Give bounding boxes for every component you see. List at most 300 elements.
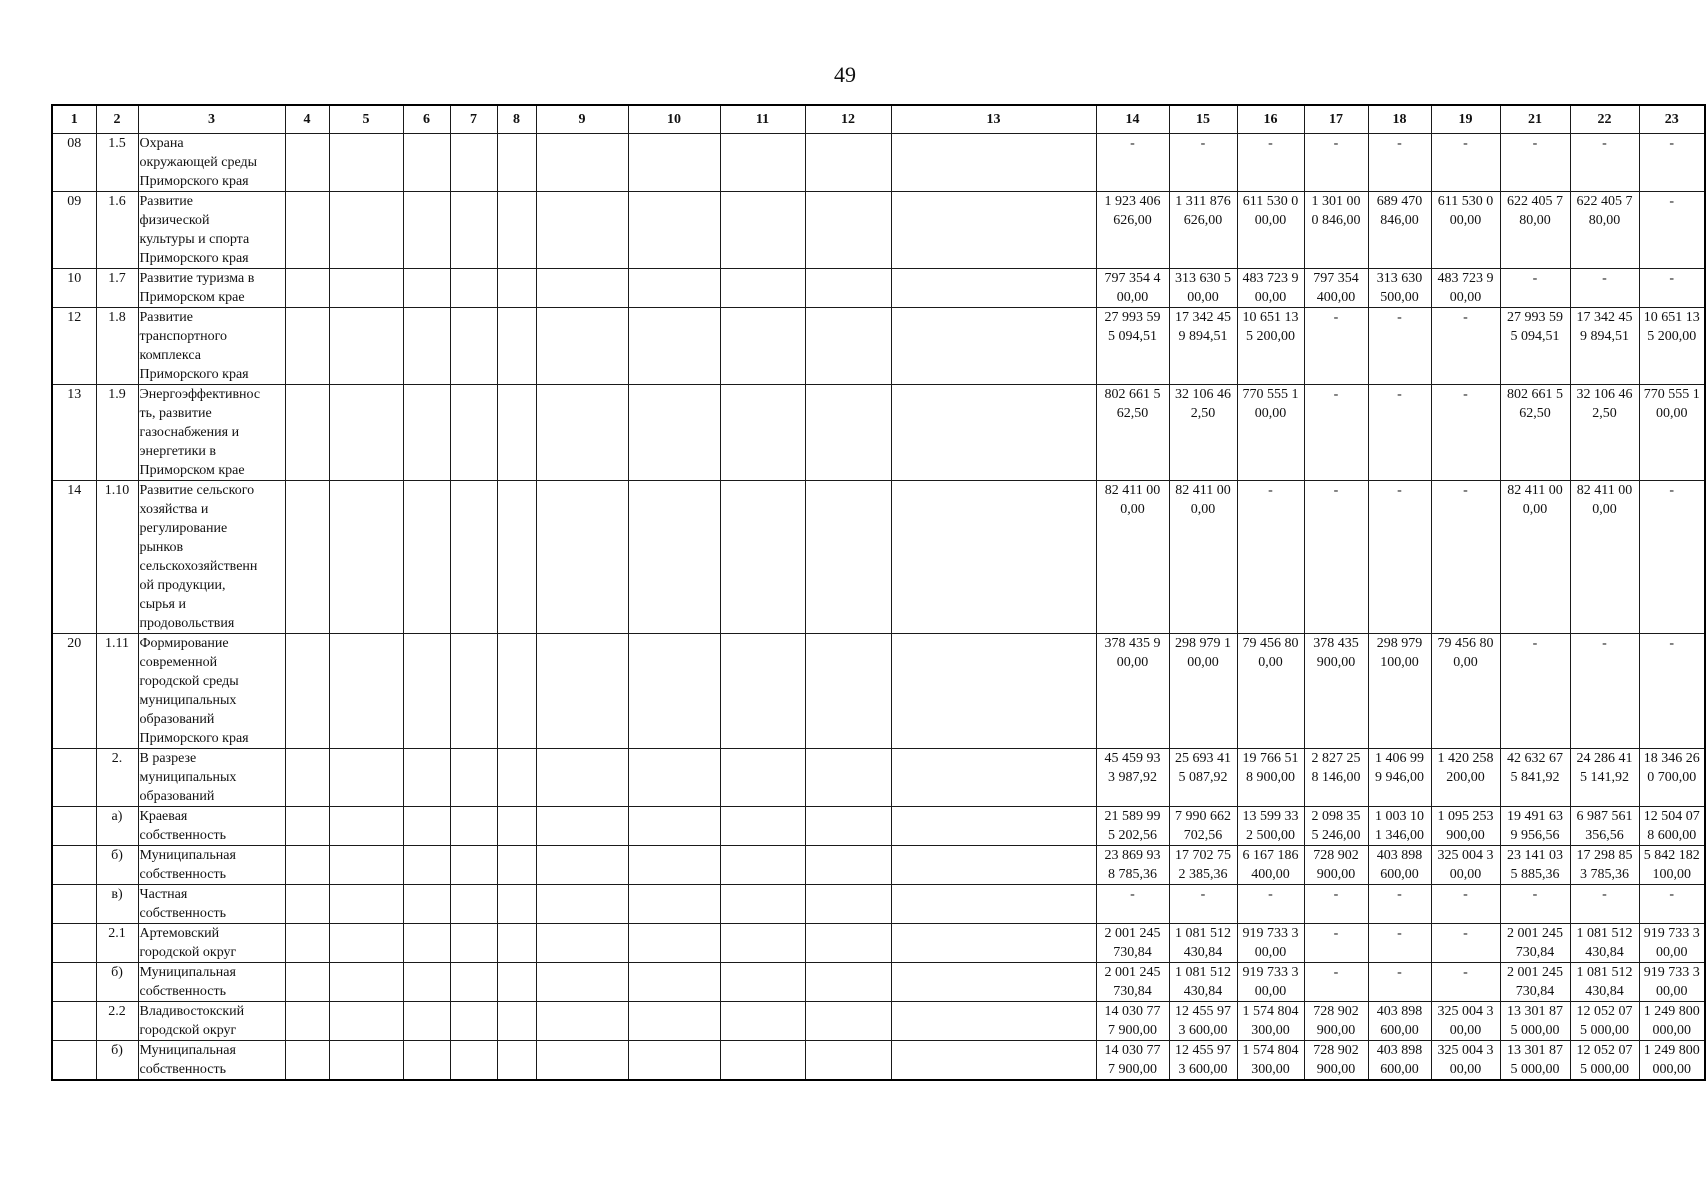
value-cell: 622 405 7 80,00: [1570, 192, 1639, 269]
value-cell: -: [1431, 385, 1500, 481]
empty-cell: [805, 634, 891, 749]
value-cell: -: [1570, 885, 1639, 924]
value-cell: 17 342 45 9 894,51: [1169, 308, 1237, 385]
empty-cell: [805, 1041, 891, 1081]
empty-cell: [329, 1041, 403, 1081]
value-cell: -: [1431, 134, 1500, 192]
empty-cell: [403, 192, 450, 269]
column-header: 13: [891, 105, 1096, 134]
value-cell: 1 095 253 900,00: [1431, 807, 1500, 846]
empty-cell: [536, 924, 628, 963]
page-number: 49: [834, 62, 856, 87]
empty-cell: [805, 749, 891, 807]
value-cell: 6 167 186 400,00: [1237, 846, 1304, 885]
value-cell: 17 702 75 2 385,36: [1169, 846, 1237, 885]
table-row: [52, 1041, 1705, 1081]
row-index-cell: 10: [52, 269, 96, 308]
empty-cell: [536, 885, 628, 924]
empty-cell: [891, 192, 1096, 269]
empty-cell: [403, 924, 450, 963]
value-cell: 27 993 59 5 094,51: [1096, 308, 1169, 385]
empty-cell: [285, 634, 329, 749]
value-cell: 24 286 41 5 141,92: [1570, 749, 1639, 807]
row-name-cell: Развитие транспортного комплекса Приморского края: [138, 308, 285, 385]
value-cell: 14 030 77 7 900,00: [1096, 1002, 1169, 1041]
row-index-cell: 09: [52, 192, 96, 269]
row-index-cell: [52, 1002, 96, 1041]
value-cell: 1 420 258 200,00: [1431, 749, 1500, 807]
empty-cell: [403, 1002, 450, 1041]
value-cell: 1 301 00 0 846,00: [1304, 192, 1368, 269]
value-cell: 313 630 5 00,00: [1169, 269, 1237, 308]
row-index-cell: [52, 924, 96, 963]
empty-cell: [403, 749, 450, 807]
row-name-cell: Муниципальная собственность: [138, 963, 285, 1002]
value-cell: 919 733 3 00,00: [1639, 924, 1705, 963]
column-header: 6: [403, 105, 450, 134]
empty-cell: [891, 846, 1096, 885]
empty-cell: [536, 963, 628, 1002]
empty-cell: [720, 481, 805, 634]
empty-cell: [285, 385, 329, 481]
table-row: [52, 1002, 1705, 1041]
value-cell: 23 141 03 5 885,36: [1500, 846, 1570, 885]
column-header: 4: [285, 105, 329, 134]
row-name-cell: Муниципальная собственность: [138, 846, 285, 885]
empty-cell: [329, 963, 403, 1002]
value-cell: 14 030 77 7 900,00: [1096, 1041, 1169, 1081]
empty-cell: [285, 134, 329, 192]
value-cell: -: [1500, 269, 1570, 308]
empty-cell: [450, 846, 497, 885]
table-row: [52, 269, 1705, 308]
empty-cell: [805, 1002, 891, 1041]
empty-cell: [805, 963, 891, 1002]
empty-cell: [329, 269, 403, 308]
empty-cell: [450, 134, 497, 192]
empty-cell: [720, 269, 805, 308]
table-row: [52, 749, 1705, 807]
value-cell: 622 405 7 80,00: [1500, 192, 1570, 269]
row-name-cell: Артемовский городской округ: [138, 924, 285, 963]
empty-cell: [497, 192, 536, 269]
value-cell: 82 411 00 0,00: [1096, 481, 1169, 634]
row-name-cell: Формирование современной городской среды муниципальных образований Приморского края: [138, 634, 285, 749]
empty-cell: [628, 308, 720, 385]
row-index-cell: 13: [52, 385, 96, 481]
value-cell: -: [1500, 134, 1570, 192]
empty-cell: [285, 1041, 329, 1081]
empty-cell: [628, 1041, 720, 1081]
empty-cell: [536, 1041, 628, 1081]
empty-cell: [403, 885, 450, 924]
value-cell: -: [1237, 885, 1304, 924]
value-cell: -: [1431, 308, 1500, 385]
empty-cell: [329, 1002, 403, 1041]
value-cell: 2 001 245 730,84: [1096, 963, 1169, 1002]
value-cell: 82 411 00 0,00: [1500, 481, 1570, 634]
value-cell: 1 311 876 626,00: [1169, 192, 1237, 269]
column-header: 2: [96, 105, 138, 134]
empty-cell: [536, 192, 628, 269]
value-cell: 770 555 1 00,00: [1639, 385, 1705, 481]
value-cell: 1 081 512 430,84: [1570, 924, 1639, 963]
empty-cell: [805, 846, 891, 885]
table-row: [52, 885, 1705, 924]
value-cell: 728 902 900,00: [1304, 1041, 1368, 1081]
empty-cell: [403, 385, 450, 481]
empty-cell: [497, 634, 536, 749]
row-index-cell: [52, 807, 96, 846]
value-cell: -: [1500, 885, 1570, 924]
row-index-cell: [52, 963, 96, 1002]
row-name-cell: Охрана окружающей среды Приморского края: [138, 134, 285, 192]
row-code-cell: 1.10: [96, 481, 138, 634]
empty-cell: [329, 924, 403, 963]
empty-cell: [450, 749, 497, 807]
value-cell: 325 004 3 00,00: [1431, 1002, 1500, 1041]
value-cell: 10 651 13 5 200,00: [1237, 308, 1304, 385]
row-index-cell: 14: [52, 481, 96, 634]
value-cell: -: [1639, 269, 1705, 308]
empty-cell: [403, 634, 450, 749]
value-cell: -: [1368, 134, 1431, 192]
row-name-cell: Развитие физической культуры и спорта Приморского края: [138, 192, 285, 269]
empty-cell: [720, 134, 805, 192]
empty-cell: [891, 269, 1096, 308]
value-cell: -: [1500, 634, 1570, 749]
value-cell: 1 081 512 430,84: [1169, 963, 1237, 1002]
value-cell: 2 827 25 8 146,00: [1304, 749, 1368, 807]
empty-cell: [720, 308, 805, 385]
empty-cell: [805, 134, 891, 192]
value-cell: 802 661 5 62,50: [1500, 385, 1570, 481]
empty-cell: [720, 807, 805, 846]
empty-cell: [805, 885, 891, 924]
value-cell: -: [1639, 481, 1705, 634]
column-header: 7: [450, 105, 497, 134]
empty-cell: [720, 1002, 805, 1041]
row-name-cell: Муниципальная собственность: [138, 1041, 285, 1081]
empty-cell: [628, 481, 720, 634]
value-cell: 770 555 1 00,00: [1237, 385, 1304, 481]
empty-cell: [450, 481, 497, 634]
empty-cell: [497, 308, 536, 385]
table-row: [52, 308, 1705, 385]
empty-cell: [403, 807, 450, 846]
empty-cell: [536, 269, 628, 308]
value-cell: 79 456 80 0,00: [1431, 634, 1500, 749]
value-cell: 32 106 46 2,50: [1169, 385, 1237, 481]
row-code-cell: 1.11: [96, 634, 138, 749]
empty-cell: [628, 846, 720, 885]
table-row: [52, 385, 1705, 481]
row-index-cell: 12: [52, 308, 96, 385]
column-header: 15: [1169, 105, 1237, 134]
value-cell: -: [1639, 634, 1705, 749]
value-cell: 10 651 13 5 200,00: [1639, 308, 1705, 385]
row-code-cell: б): [96, 846, 138, 885]
value-cell: 45 459 93 3 987,92: [1096, 749, 1169, 807]
row-code-cell: 2.: [96, 749, 138, 807]
empty-cell: [891, 1002, 1096, 1041]
empty-cell: [329, 807, 403, 846]
empty-cell: [403, 846, 450, 885]
value-cell: 7 990 662 702,56: [1169, 807, 1237, 846]
column-header: 8: [497, 105, 536, 134]
column-header: 9: [536, 105, 628, 134]
data-table: [51, 104, 1706, 1081]
table-row: [52, 192, 1705, 269]
row-code-cell: 2.1: [96, 924, 138, 963]
row-code-cell: б): [96, 1041, 138, 1081]
empty-cell: [403, 308, 450, 385]
value-cell: 13 301 87 5 000,00: [1500, 1041, 1570, 1081]
empty-cell: [450, 885, 497, 924]
row-name-cell: Частная собственность: [138, 885, 285, 924]
row-index-cell: [52, 1041, 96, 1081]
value-cell: -: [1304, 885, 1368, 924]
value-cell: 611 530 0 00,00: [1431, 192, 1500, 269]
empty-cell: [497, 963, 536, 1002]
row-code-cell: а): [96, 807, 138, 846]
empty-cell: [628, 924, 720, 963]
value-cell: 689 470 846,00: [1368, 192, 1431, 269]
empty-cell: [628, 1002, 720, 1041]
value-cell: -: [1639, 134, 1705, 192]
value-cell: -: [1169, 134, 1237, 192]
value-cell: 2 001 245 730,84: [1096, 924, 1169, 963]
value-cell: 919 733 3 00,00: [1237, 963, 1304, 1002]
value-cell: -: [1570, 634, 1639, 749]
empty-cell: [891, 924, 1096, 963]
empty-cell: [450, 385, 497, 481]
row-name-cell: Развитие сельского хозяйства и регулирование рынков сельскохозяйственн ой продукции, сырья и продовольствия: [138, 481, 285, 634]
empty-cell: [497, 481, 536, 634]
value-cell: 1 574 804 300,00: [1237, 1002, 1304, 1041]
value-cell: 403 898 600,00: [1368, 1041, 1431, 1081]
empty-cell: [891, 885, 1096, 924]
value-cell: -: [1639, 192, 1705, 269]
empty-cell: [497, 134, 536, 192]
empty-cell: [403, 481, 450, 634]
empty-cell: [628, 634, 720, 749]
empty-cell: [720, 924, 805, 963]
column-header: 18: [1368, 105, 1431, 134]
empty-cell: [329, 134, 403, 192]
empty-cell: [285, 885, 329, 924]
empty-cell: [628, 885, 720, 924]
empty-cell: [805, 385, 891, 481]
value-cell: 298 979 100,00: [1368, 634, 1431, 749]
value-cell: 6 987 561 356,56: [1570, 807, 1639, 846]
value-cell: -: [1237, 134, 1304, 192]
empty-cell: [628, 134, 720, 192]
value-cell: -: [1368, 385, 1431, 481]
empty-cell: [536, 634, 628, 749]
empty-cell: [497, 807, 536, 846]
value-cell: -: [1570, 134, 1639, 192]
value-cell: -: [1304, 963, 1368, 1002]
empty-cell: [720, 1041, 805, 1081]
value-cell: 483 723 9 00,00: [1237, 269, 1304, 308]
column-header: 3: [138, 105, 285, 134]
row-code-cell: 1.9: [96, 385, 138, 481]
value-cell: 611 530 0 00,00: [1237, 192, 1304, 269]
empty-cell: [329, 634, 403, 749]
empty-cell: [450, 963, 497, 1002]
empty-cell: [329, 308, 403, 385]
value-cell: 12 455 97 3 600,00: [1169, 1002, 1237, 1041]
table-row: [52, 807, 1705, 846]
value-cell: -: [1368, 885, 1431, 924]
value-cell: 17 298 85 3 785,36: [1570, 846, 1639, 885]
value-cell: -: [1431, 924, 1500, 963]
column-header: 17: [1304, 105, 1368, 134]
empty-cell: [805, 807, 891, 846]
value-cell: 919 733 3 00,00: [1639, 963, 1705, 1002]
value-cell: 18 346 26 0 700,00: [1639, 749, 1705, 807]
value-cell: 13 599 33 2 500,00: [1237, 807, 1304, 846]
value-cell: -: [1431, 481, 1500, 634]
empty-cell: [403, 269, 450, 308]
empty-cell: [497, 269, 536, 308]
value-cell: -: [1304, 134, 1368, 192]
row-code-cell: б): [96, 963, 138, 1002]
empty-cell: [450, 924, 497, 963]
value-cell: 12 455 97 3 600,00: [1169, 1041, 1237, 1081]
value-cell: -: [1169, 885, 1237, 924]
empty-cell: [805, 924, 891, 963]
value-cell: 298 979 1 00,00: [1169, 634, 1237, 749]
empty-cell: [285, 749, 329, 807]
empty-cell: [891, 963, 1096, 1002]
table-row: [52, 634, 1705, 749]
empty-cell: [403, 963, 450, 1002]
value-cell: 23 869 93 8 785,36: [1096, 846, 1169, 885]
table-header-row: [52, 105, 1705, 134]
row-name-cell: Владивостокский городской округ: [138, 1002, 285, 1041]
value-cell: 728 902 900,00: [1304, 1002, 1368, 1041]
empty-cell: [891, 481, 1096, 634]
empty-cell: [497, 924, 536, 963]
value-cell: 1 249 800 000,00: [1639, 1041, 1705, 1081]
empty-cell: [805, 481, 891, 634]
empty-cell: [536, 846, 628, 885]
empty-cell: [285, 963, 329, 1002]
column-header: 1: [52, 105, 96, 134]
value-cell: 403 898 600,00: [1368, 846, 1431, 885]
table-row: [52, 924, 1705, 963]
value-cell: 325 004 3 00,00: [1431, 846, 1500, 885]
empty-cell: [891, 807, 1096, 846]
empty-cell: [536, 481, 628, 634]
empty-cell: [628, 385, 720, 481]
empty-cell: [329, 481, 403, 634]
value-cell: 42 632 67 5 841,92: [1500, 749, 1570, 807]
value-cell: -: [1431, 885, 1500, 924]
row-code-cell: 1.6: [96, 192, 138, 269]
empty-cell: [285, 269, 329, 308]
value-cell: -: [1431, 963, 1500, 1002]
empty-cell: [628, 807, 720, 846]
table-row: [52, 963, 1705, 1002]
empty-cell: [450, 634, 497, 749]
value-cell: 12 052 07 5 000,00: [1570, 1002, 1639, 1041]
value-cell: 2 098 35 5 246,00: [1304, 807, 1368, 846]
value-cell: 79 456 80 0,00: [1237, 634, 1304, 749]
row-name-cell: Энергоэффективнос ть, развитие газоснабжения и энергетики в Приморском крае: [138, 385, 285, 481]
empty-cell: [497, 385, 536, 481]
column-header: 12: [805, 105, 891, 134]
value-cell: -: [1237, 481, 1304, 634]
empty-cell: [329, 885, 403, 924]
value-cell: 728 902 900,00: [1304, 846, 1368, 885]
value-cell: 13 301 87 5 000,00: [1500, 1002, 1570, 1041]
value-cell: -: [1096, 885, 1169, 924]
value-cell: 12 504 07 8 600,00: [1639, 807, 1705, 846]
value-cell: 17 342 45 9 894,51: [1570, 308, 1639, 385]
empty-cell: [891, 134, 1096, 192]
empty-cell: [536, 749, 628, 807]
empty-cell: [450, 1041, 497, 1081]
value-cell: -: [1570, 269, 1639, 308]
empty-cell: [285, 807, 329, 846]
value-cell: 82 411 00 0,00: [1570, 481, 1639, 634]
value-cell: -: [1639, 885, 1705, 924]
value-cell: -: [1304, 481, 1368, 634]
value-cell: -: [1096, 134, 1169, 192]
table-row: [52, 846, 1705, 885]
empty-cell: [720, 634, 805, 749]
column-header: 5: [329, 105, 403, 134]
value-cell: 82 411 00 0,00: [1169, 481, 1237, 634]
value-cell: 1 081 512 430,84: [1570, 963, 1639, 1002]
empty-cell: [329, 846, 403, 885]
empty-cell: [628, 963, 720, 1002]
row-index-cell: 20: [52, 634, 96, 749]
value-cell: 27 993 59 5 094,51: [1500, 308, 1570, 385]
value-cell: 1 574 804 300,00: [1237, 1041, 1304, 1081]
empty-cell: [285, 308, 329, 385]
value-cell: 25 693 41 5 087,92: [1169, 749, 1237, 807]
value-cell: -: [1368, 924, 1431, 963]
value-cell: -: [1304, 385, 1368, 481]
value-cell: 2 001 245 730,84: [1500, 963, 1570, 1002]
empty-cell: [805, 269, 891, 308]
row-name-cell: Краевая собственность: [138, 807, 285, 846]
value-cell: 797 354 4 00,00: [1096, 269, 1169, 308]
value-cell: 797 354 400,00: [1304, 269, 1368, 308]
value-cell: 32 106 46 2,50: [1570, 385, 1639, 481]
empty-cell: [450, 269, 497, 308]
empty-cell: [450, 192, 497, 269]
empty-cell: [891, 385, 1096, 481]
value-cell: 5 842 182 100,00: [1639, 846, 1705, 885]
empty-cell: [497, 885, 536, 924]
empty-cell: [720, 385, 805, 481]
row-code-cell: 1.7: [96, 269, 138, 308]
value-cell: 325 004 3 00,00: [1431, 1041, 1500, 1081]
value-cell: 1 923 406 626,00: [1096, 192, 1169, 269]
value-cell: 19 766 51 8 900,00: [1237, 749, 1304, 807]
value-cell: 313 630 500,00: [1368, 269, 1431, 308]
table-row: [52, 134, 1705, 192]
empty-cell: [720, 846, 805, 885]
value-cell: -: [1304, 308, 1368, 385]
empty-cell: [628, 192, 720, 269]
column-header: 14: [1096, 105, 1169, 134]
